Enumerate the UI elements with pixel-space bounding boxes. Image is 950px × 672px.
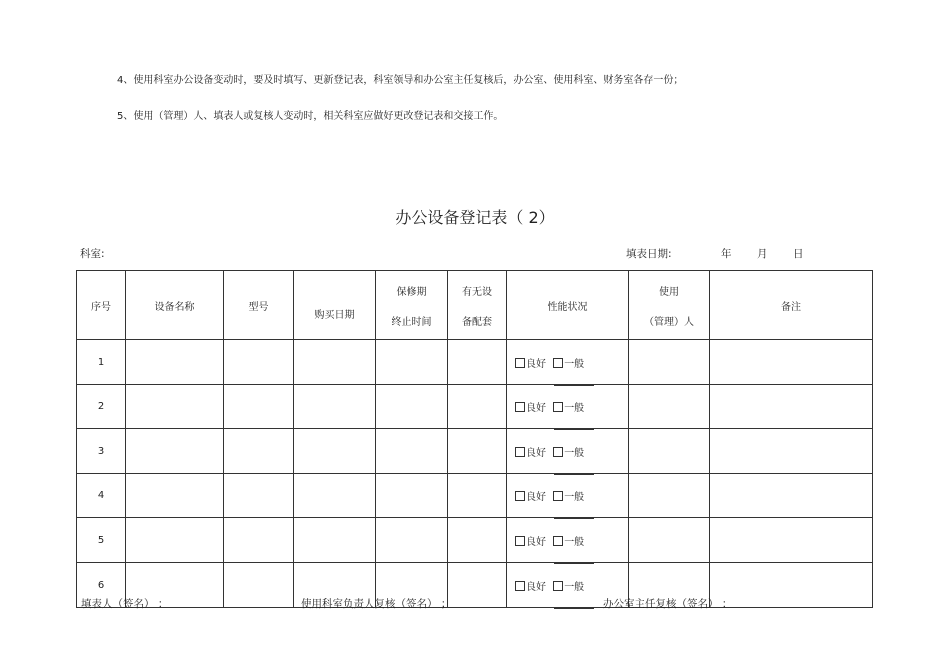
warranty-end-cell[interactable] [376, 474, 448, 518]
footer-dept-reviewer-signature: 使用科室负责人复核（签名） ； [301, 598, 452, 610]
table-row [77, 340, 873, 385]
remarks-cell[interactable] [710, 563, 873, 608]
normal-checkbox[interactable] [553, 536, 563, 546]
day-label: 日 [793, 248, 804, 260]
purchase-date-cell[interactable] [294, 518, 376, 563]
good-label: 良好 [526, 358, 546, 370]
equipment-table [76, 270, 873, 608]
equipment-name-cell[interactable] [126, 474, 224, 518]
good-checkbox[interactable] [515, 491, 525, 501]
header-user-bottom: （管理）人 [644, 317, 694, 328]
accessory-cell[interactable] [448, 518, 507, 563]
normal-checkbox[interactable] [553, 581, 563, 591]
warranty-end-cell[interactable] [376, 385, 448, 429]
table-row [77, 518, 873, 563]
accessory-cell[interactable] [448, 429, 507, 474]
purchase-date-cell[interactable] [294, 340, 376, 385]
remarks-cell[interactable] [710, 429, 873, 474]
normal-label: 一般 [564, 403, 585, 414]
footer-office-reviewer-signature: 办公室主任复核（签名） ： [603, 598, 733, 610]
normal-checkbox[interactable] [553, 491, 563, 501]
purchase-date-cell[interactable] [294, 385, 376, 429]
header-user-top: 使用 [659, 287, 679, 298]
user-cell[interactable] [629, 429, 710, 474]
seq-cell: 4 [77, 474, 126, 518]
underline-mark [554, 608, 594, 609]
header-warranty-end [376, 271, 448, 340]
normal-label: 一般 [564, 581, 585, 593]
seq-cell: 5 [77, 518, 126, 563]
normal-label: 一般 [564, 492, 585, 503]
table-row [77, 385, 873, 429]
remarks-cell[interactable] [710, 385, 873, 429]
purchase-date-cell[interactable] [294, 429, 376, 474]
header-equipment-name: 设备名称 [126, 271, 224, 340]
equipment-name-cell[interactable] [126, 429, 224, 474]
good-label: 良好 [526, 447, 546, 459]
warranty-end-cell[interactable] [376, 429, 448, 474]
purchase-date-cell[interactable] [294, 474, 376, 518]
note-4: 4、使用科室办公设备变动时，要及时填写、更新登记表，科室领导和办公室主任复核后，办公室、使用科室、财务室各存一份； [117, 75, 684, 86]
header-accessory-bottom: 备配套 [462, 317, 492, 328]
performance-cell [507, 340, 629, 385]
user-cell[interactable] [629, 385, 710, 429]
good-label: 良好 [526, 536, 546, 548]
table-row [77, 429, 873, 474]
model-cell[interactable] [224, 518, 294, 563]
performance-cell [507, 429, 629, 474]
remarks-cell[interactable] [710, 474, 873, 518]
user-cell[interactable] [629, 518, 710, 563]
table-header-row [77, 271, 873, 340]
equipment-name-cell[interactable] [126, 340, 224, 385]
header-seq: 序号 [77, 271, 126, 340]
performance-cell [507, 474, 629, 518]
header-performance: 性能状况 [507, 271, 629, 340]
good-checkbox[interactable] [515, 402, 525, 412]
good-checkbox[interactable] [515, 581, 525, 591]
seq-cell: 6 [77, 563, 126, 608]
equipment-name-cell[interactable] [126, 385, 224, 429]
good-checkbox[interactable] [515, 358, 525, 368]
table-row [77, 474, 873, 518]
normal-label: 一般 [564, 447, 585, 459]
good-checkbox[interactable] [515, 536, 525, 546]
form-title: 办公设备登记表（ 2） [395, 208, 555, 227]
warranty-end-cell[interactable] [376, 518, 448, 563]
header-accessory [448, 271, 507, 340]
year-label: 年 [721, 248, 732, 260]
good-label: 良好 [526, 581, 546, 593]
equipment-name-cell[interactable] [126, 518, 224, 563]
header-model: 型号 [224, 271, 294, 340]
model-cell[interactable] [224, 563, 294, 608]
seq-cell: 3 [77, 429, 126, 474]
header-accessory-top: 有无设 [462, 287, 492, 298]
header-warranty-bottom: 终止时间 [391, 317, 432, 328]
header-user [629, 271, 710, 340]
month-label: 月 [757, 248, 768, 260]
normal-checkbox[interactable] [553, 358, 563, 368]
header-purchase-date: 购买日期 [294, 271, 376, 340]
remarks-cell[interactable] [710, 518, 873, 563]
model-cell[interactable] [224, 340, 294, 385]
model-cell[interactable] [224, 474, 294, 518]
fill-date-label: 填表日期: [626, 248, 672, 260]
accessory-cell[interactable] [448, 474, 507, 518]
user-cell[interactable] [629, 474, 710, 518]
performance-cell [507, 385, 629, 429]
seq-cell: 2 [77, 385, 126, 429]
user-cell[interactable] [629, 340, 710, 385]
model-cell[interactable] [224, 385, 294, 429]
normal-label: 一般 [564, 536, 585, 548]
header-remarks: 备注 [710, 271, 873, 340]
performance-cell [507, 518, 629, 563]
accessory-cell[interactable] [448, 563, 507, 608]
model-cell[interactable] [224, 429, 294, 474]
warranty-end-cell[interactable] [376, 340, 448, 385]
good-label: 良好 [526, 403, 546, 414]
note-5: 5、使用（管理）人、填表人或复核人变动时，相关科室应做好更改登记表和交接工作。 [117, 111, 504, 122]
remarks-cell[interactable] [710, 340, 873, 385]
header-warranty-top: 保修期 [396, 287, 427, 298]
normal-checkbox[interactable] [553, 402, 563, 412]
seq-cell: 1 [77, 340, 126, 385]
accessory-cell[interactable] [448, 340, 507, 385]
table-row [77, 563, 873, 608]
footer-filler-signature: 填表人（签名） ： [81, 598, 169, 610]
normal-label: 一般 [564, 358, 585, 370]
department-label: 科室: [80, 248, 105, 260]
normal-checkbox[interactable] [553, 447, 563, 457]
accessory-cell[interactable] [448, 385, 507, 429]
good-checkbox[interactable] [515, 447, 525, 457]
good-label: 良好 [526, 492, 546, 503]
